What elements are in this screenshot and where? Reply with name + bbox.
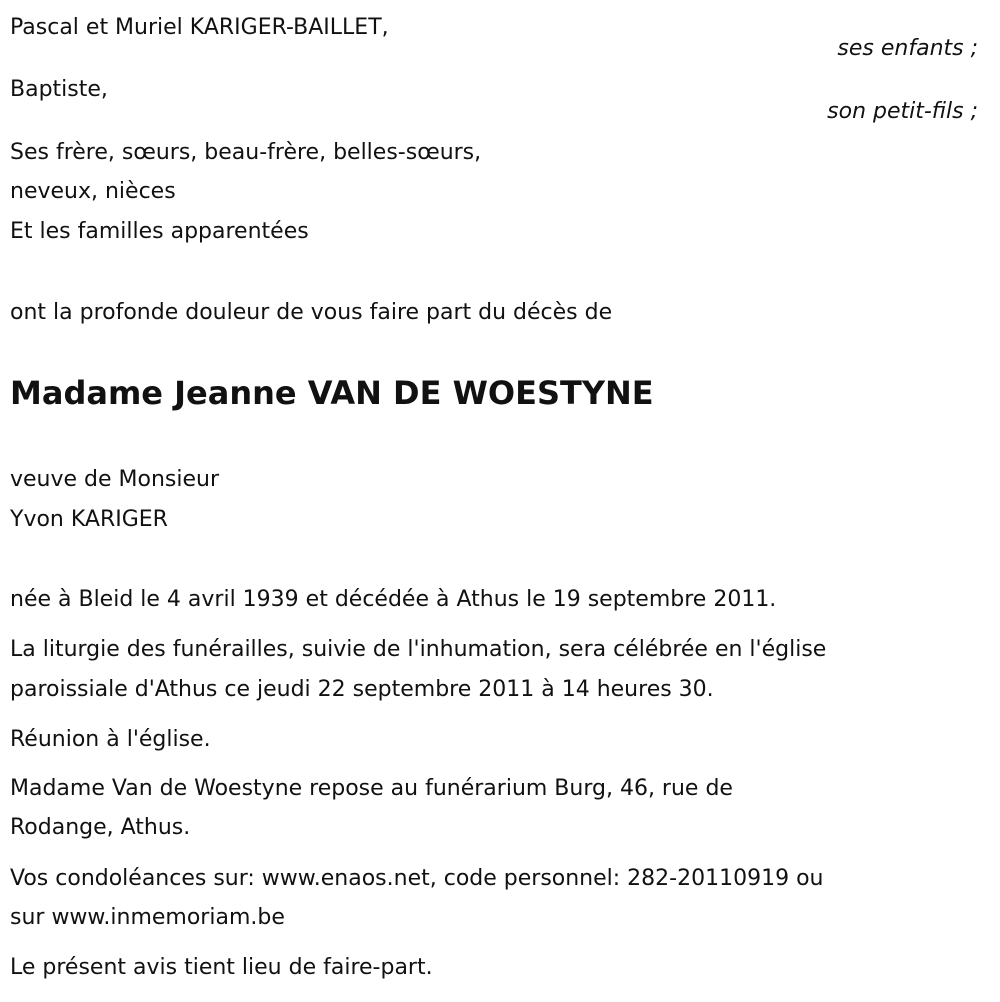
siblings-line: Ses frère, sœurs, beau-frère, belles-sœurs, xyxy=(10,140,482,165)
notice: Le présent avis tient lieu de faire-part. xyxy=(10,955,433,980)
grandson-name: Baptiste, xyxy=(10,77,108,102)
meeting: Réunion à l'église. xyxy=(10,727,211,752)
children-role: ses enfants ; xyxy=(837,36,978,61)
deceased-name: Madame Jeanne VAN DE WOESTYNE xyxy=(10,374,654,412)
widow-line: veuve de Monsieur xyxy=(10,467,220,492)
condolences-line: Vos condoléances sur: www.enaos.net, code personnel: 282-20110919 ou xyxy=(10,866,824,891)
liturgy-line: paroissiale d'Athus ce jeudi 22 septembre 2011 à 14 heures 30. xyxy=(10,677,714,702)
widow-line: Yvon KARIGER xyxy=(10,507,168,532)
repose-line: Madame Van de Woestyne repose au funérarium Burg, 46, rue de xyxy=(10,776,733,801)
liturgy-line: La liturgie des funérailles, suivie de l'inhumation, sera célébrée en l'église xyxy=(10,637,827,662)
announcement: ont la profonde douleur de vous faire part du décès de xyxy=(10,300,613,325)
condolences-line: sur www.inmemoriam.be xyxy=(10,905,285,930)
birth-death: née à Bleid le 4 avril 1939 et décédée à Athus le 19 septembre 2011. xyxy=(10,587,777,612)
children-names: Pascal et Muriel KARIGER-BAILLET, xyxy=(10,15,389,40)
siblings-line: neveux, nièces xyxy=(10,179,176,204)
repose-line: Rodange, Athus. xyxy=(10,815,191,840)
siblings-line: Et les familles apparentées xyxy=(10,219,309,244)
grandson-role: son petit-fils ; xyxy=(827,99,978,124)
